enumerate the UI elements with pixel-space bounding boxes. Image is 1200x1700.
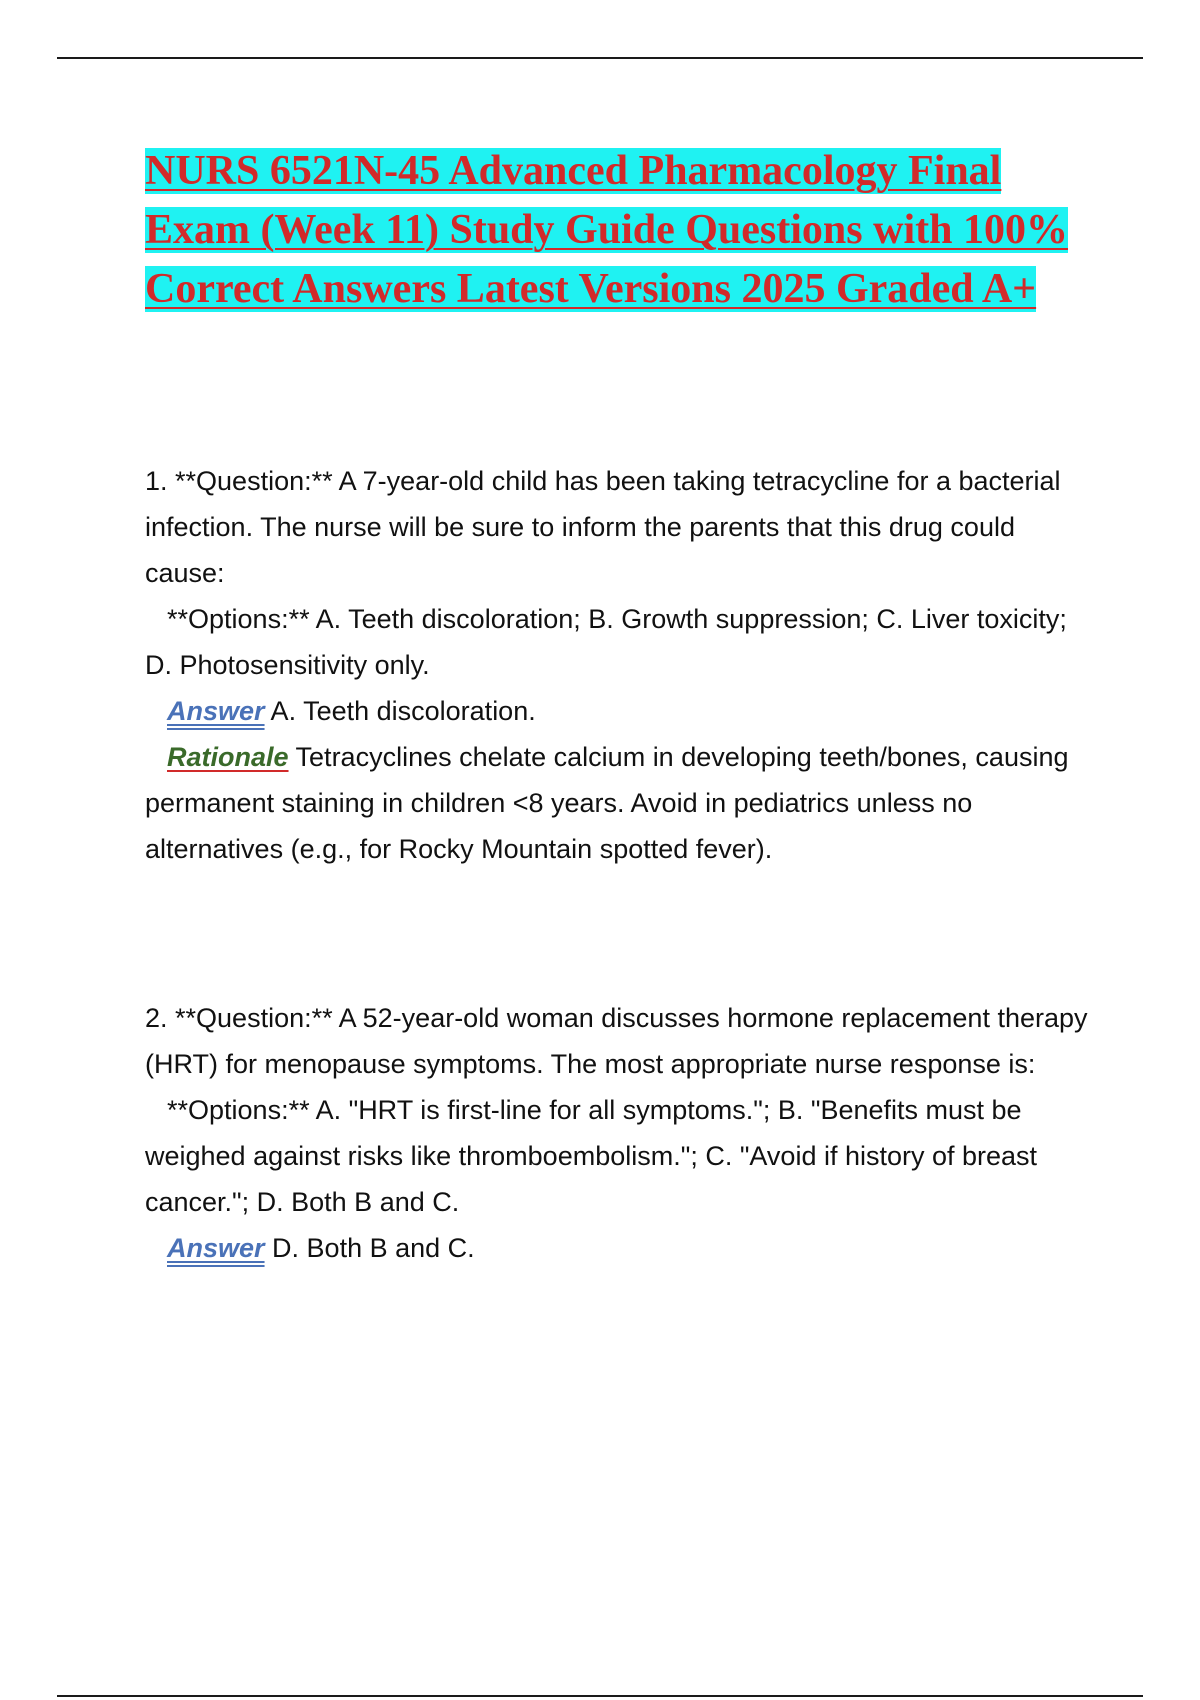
answer-text: D. Both B and C. <box>264 1233 475 1263</box>
question-options: **Options:** A. "HRT is first-line for all symptoms."; B. "Benefits must be weighed against risks like thromboembolism."; C. "Avoid if history of breast cancer."; D. Both B and C. <box>145 1095 1038 1217</box>
header-rule <box>57 57 1143 59</box>
document-title-text: NURS 6521N-45 Advanced Pharmacology Final Exam (Week 11) Study Guide Questions with 100% Correct Answers Latest Versions 2025 Graded A+ <box>145 148 1068 312</box>
rationale-line <box>145 734 1095 872</box>
question-text: 2. **Question:** A 52-year-old woman discusses hormone replacement therapy (HRT) for menopause symptoms. The most appropriate nurse response is: <box>145 1003 1088 1079</box>
rationale-label: Rationale <box>167 742 289 772</box>
question-block-1 <box>145 458 1095 872</box>
question-options: **Options:** A. Teeth discoloration; B. Growth suppression; C. Liver toxicity; D. Photosensitivity only. <box>145 604 1067 680</box>
answer-line <box>145 688 1095 734</box>
question-text: 1. **Question:** A 7-year-old child has been taking tetracycline for a bacterial infection. The nurse will be sure to inform the parents that this drug could cause: <box>145 466 1061 588</box>
document-title <box>145 142 1085 319</box>
question-block-2 <box>145 995 1095 1271</box>
answer-label: Answer <box>167 1233 265 1263</box>
answer-line <box>145 1225 1095 1271</box>
answer-text: A. Teeth discoloration. <box>264 696 536 726</box>
answer-label: Answer <box>167 696 265 726</box>
footer-rule <box>57 1695 1143 1697</box>
rationale-text: Tetracyclines chelate calcium in developing teeth/bones, causing permanent staining in children <8 years. Avoid in pediatrics unless no alternatives (e.g., for Rocky Mountain spotted fever). <box>145 742 1069 864</box>
